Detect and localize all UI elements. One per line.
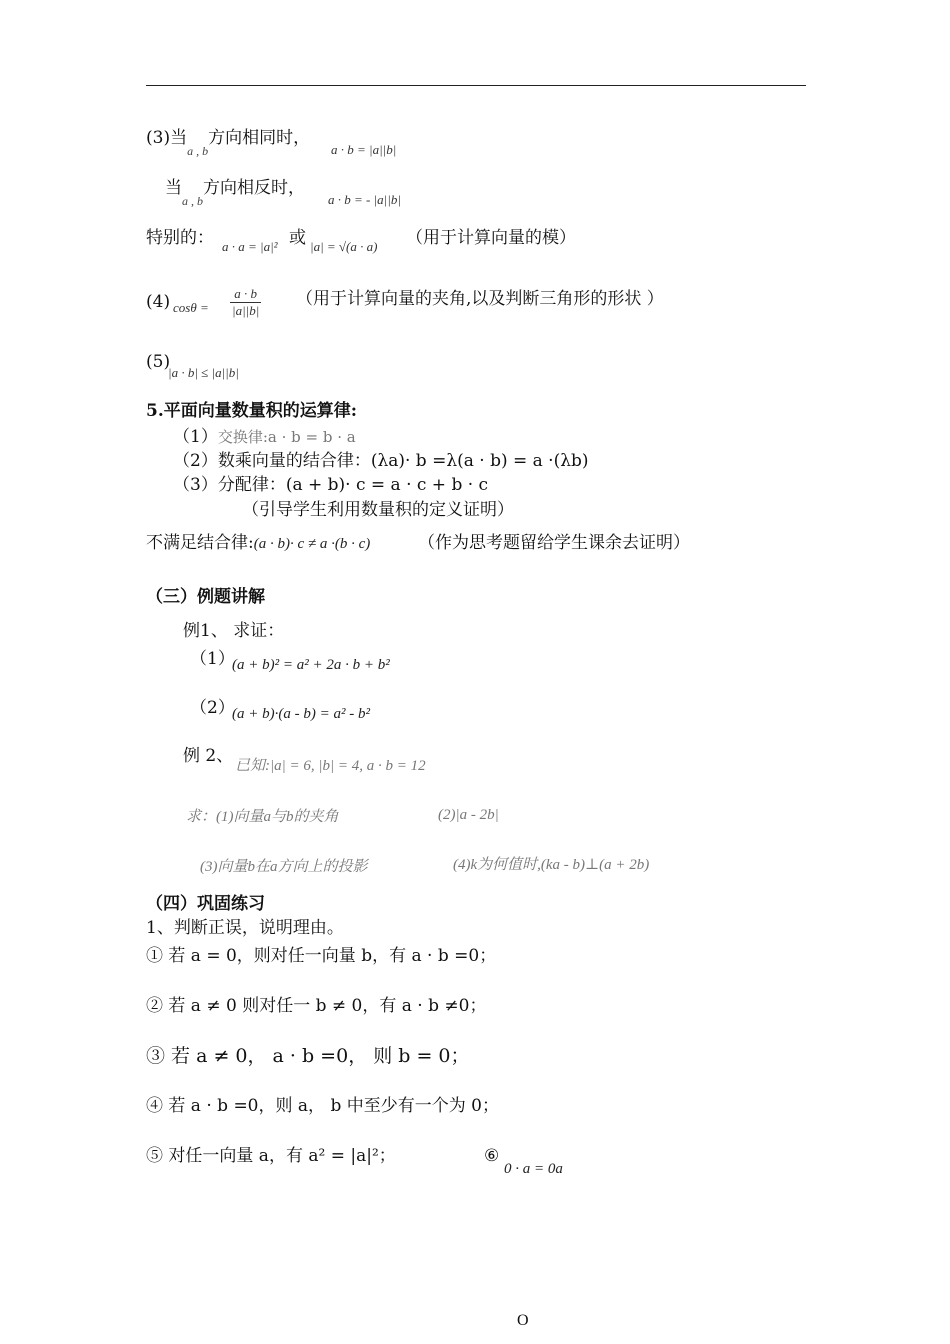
s3-opp-text: 方向相反时， (203, 178, 305, 198)
s3-same-line (146, 127, 311, 158)
not-assoc-line (146, 532, 370, 555)
s5-label: (5) (146, 352, 171, 372)
example-1-2-label: （2） (190, 698, 235, 718)
example-1-1-label: （1） (190, 649, 235, 669)
s3-opp-ab-vectors: a , b (182, 194, 203, 208)
s3-same-text: 方向相同时， (208, 128, 311, 148)
s4-numerator: a · b (230, 286, 261, 303)
example-2-label: 例 2、 (183, 746, 234, 766)
example-2-q2: (2)|a - 2b| (438, 807, 499, 823)
practice-item-3: ③ 若 a ≠ 0， a · b =0， 则 b = 0； (146, 1045, 470, 1067)
page-number: O (517, 1312, 529, 1329)
s4-fraction (230, 286, 261, 319)
s3-dang: 当 (165, 178, 182, 198)
practice-item-4: ④ 若 a · b =0，则 a， b 中至少有一个为 0； (146, 1096, 499, 1116)
s5-formula: |a · b| ≤ |a||b| (168, 365, 239, 380)
law-1-text: 交换律:a · b = b · a (217, 428, 356, 446)
not-assoc-formula: (a · b)· c ≠ a ·(b · c) (253, 536, 371, 552)
law-1-label: （1） (173, 427, 218, 447)
s3-opp-line (165, 177, 305, 208)
s3-special-note: （用于计算向量的模） (406, 228, 576, 248)
example-1-2-formula: (a + b)·(a - b) = a² - b² (232, 706, 370, 722)
not-assoc-label: 不满足结合律: (146, 533, 254, 553)
example-2-q4: (4)k为何值时,(ka - b)⊥(a + 2b) (453, 857, 650, 873)
s4-note: （用于计算向量的夹角,以及判断三角形的形状 ） (296, 289, 664, 309)
s4-cos: cosθ = (173, 300, 209, 315)
examples-heading: （三）例题讲解 (146, 587, 265, 607)
example-2-given: 已知:|a| = 6, |b| = 4, a · b = 12 (235, 758, 426, 774)
practice-intro: 1、判断正误，说明理由。 (146, 918, 344, 938)
practice-item-5: ⑤ 对任一向量 a，有 a² = |a|²； (146, 1146, 396, 1166)
practice-item-6-formula: 0 · a = 0a (504, 1161, 563, 1177)
s3-opp-formula: a · b = - |a||b| (328, 192, 401, 207)
laws-heading-text: 5.平面向量数量积的运算律 (146, 401, 351, 421)
example-2-q1: 求：(1)向量a与b的夹角 (186, 809, 339, 825)
law-3: （3）分配律：(a + b)· c = a · c + b · c (173, 475, 489, 495)
laws-heading-colon: : (350, 401, 358, 421)
s3-ab-vectors: a , b (187, 144, 209, 158)
s4-denominator: |a||b| (232, 303, 260, 318)
example-2-q3: (3)向量b在a方向上的投影 (200, 859, 368, 875)
example-1-title: 例1、 求证： (183, 621, 285, 641)
s3-or: 或 (289, 228, 306, 248)
law-proof-note: （引导学生利用数量积的定义证明） (242, 500, 514, 520)
s3-special-label: 特别的： (146, 228, 214, 248)
practice-item-6-label: ⑥ (484, 1146, 500, 1166)
header-rule (146, 85, 806, 86)
not-assoc-note: （作为思考题留给学生课余去证明） (418, 533, 690, 553)
law-2: （2）数乘向量的结合律：(λa)· b =λ(a · b) = a ·(λb) (173, 451, 589, 471)
s4-label: (4) (146, 292, 171, 312)
s3-special-formula-2: |a| = √(a · a) (310, 239, 378, 254)
law-1 (173, 426, 356, 448)
s3-label: (3)当 (146, 128, 188, 148)
s3-special-formula-1: a · a = |a|² (222, 239, 278, 254)
example-1-1-formula: (a + b)² = a² + 2a · b + b² (232, 657, 390, 673)
practice-heading: （四）巩固练习 (146, 894, 265, 914)
laws-heading (146, 400, 357, 422)
s3-same-formula: a · b = |a||b| (331, 142, 397, 157)
practice-item-2: ② 若 a ≠ 0 则对任一 b ≠ 0，有 a · b ≠0； (146, 996, 487, 1016)
practice-item-1: ① 若 a = 0，则对任一向量 b，有 a · b =0； (146, 946, 497, 966)
